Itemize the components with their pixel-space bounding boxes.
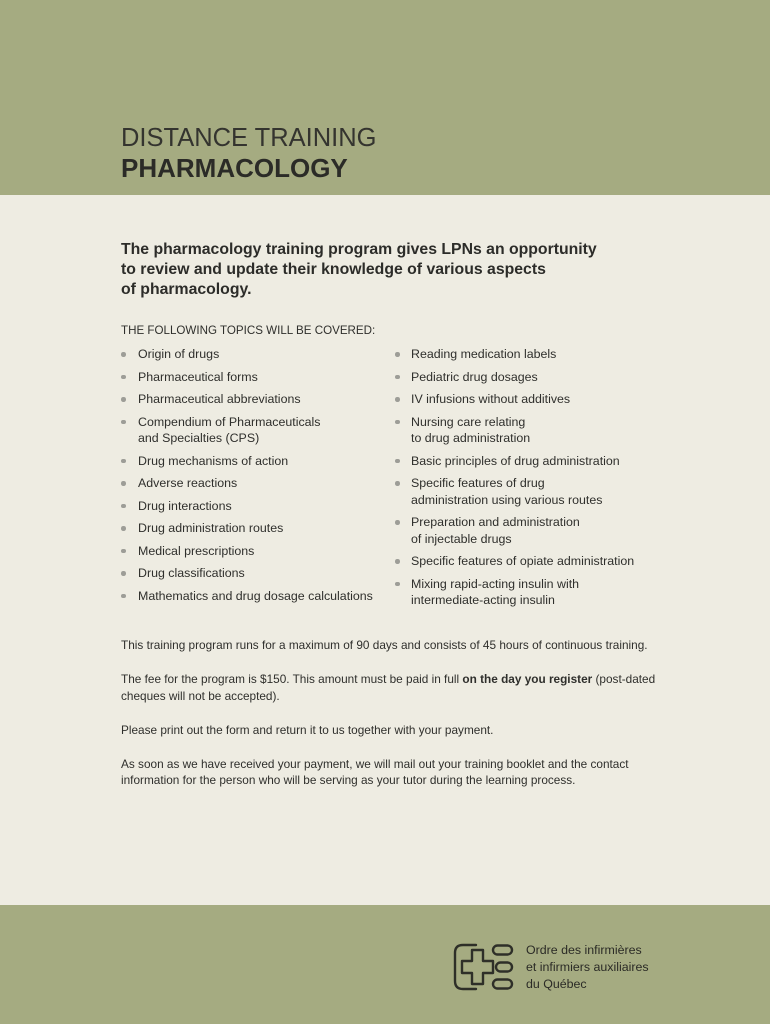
topic-item [121, 346, 391, 363]
topic-text: Pharmaceutical abbreviations [138, 392, 301, 406]
bullet-icon [121, 459, 126, 464]
fee-emphasis: on the day you register [462, 672, 593, 686]
topic-item [395, 475, 715, 508]
bullet-icon [395, 481, 400, 486]
topic-text: Drug mechanisms of action [138, 453, 289, 468]
topic-item [121, 498, 391, 515]
bullet-icon [121, 526, 126, 531]
topic-text: Adverse reactions [138, 476, 238, 490]
page-title-line2: PHARMACOLOGY [121, 153, 348, 183]
fee-text-after: (post-dated cheques will not be accepted). [121, 672, 656, 703]
topic-item [395, 453, 715, 470]
bullet-icon [121, 571, 126, 576]
duration-paragraph: This training program runs for a maximum of 90 days and consists of 45 hours of continuous training. [121, 638, 648, 652]
topic-text: IV infusions without additives [411, 392, 571, 406]
topic-item [121, 588, 391, 605]
bullet-icon [121, 549, 126, 554]
bullet-icon [121, 352, 126, 357]
topic-text: Specific features of drug administration using various routes [411, 476, 603, 507]
bullet-icon [121, 594, 126, 599]
topic-item [121, 475, 391, 492]
bullet-icon [121, 375, 126, 380]
topic-text: Medical prescriptions [138, 543, 255, 558]
intro-line: of pharmacology. [121, 281, 252, 298]
bullet-icon [395, 459, 400, 464]
intro-text [121, 240, 597, 300]
oiiaq-cross-logo-icon [452, 942, 516, 992]
organization-name-line: du Québec [526, 976, 587, 991]
topic-item [395, 346, 715, 363]
intro-line: to review and update their knowledge of various aspects [121, 261, 546, 278]
topic-text: Origin of drugs [138, 347, 220, 361]
mail-paragraph: As soon as we have received your payment, we will mail out your training booklet and the contact information for the person who will be serving as your tutor during the learning process. [121, 756, 629, 787]
topic-item [121, 453, 391, 470]
topic-item [395, 576, 715, 609]
topic-text: Mathematics and drug dosage calculations [138, 588, 373, 603]
topic-item [121, 369, 391, 386]
topic-item [121, 543, 391, 560]
topic-item [121, 391, 391, 408]
bullet-icon [395, 375, 400, 380]
page-title-line1: DISTANCE TRAINING [121, 124, 377, 152]
topic-item [395, 514, 715, 547]
bullet-icon [121, 481, 126, 486]
body-paragraphs [121, 637, 741, 806]
topics-list-right [395, 346, 715, 615]
topic-item [121, 414, 391, 447]
topic-text: Specific features of opiate administration [411, 554, 635, 568]
topic-text: Reading medication labels [411, 347, 557, 361]
topic-text: Preparation and administration of injectable drugs [411, 515, 580, 546]
bullet-icon [121, 397, 126, 402]
print-paragraph: Please print out the form and return it to us together with your payment. [121, 722, 494, 737]
topics-heading: THE FOLLOWING TOPICS WILL BE COVERED: [121, 324, 376, 337]
intro-line: The pharmacology training program gives LPNs an opportunity [121, 241, 597, 258]
topic-text: Mixing rapid-acting insulin with intermediate-acting insulin [411, 576, 580, 607]
organization-name-line: et infirmiers auxiliaires [526, 959, 649, 974]
topic-item [395, 414, 715, 447]
fee-text: The fee for the program is $150. This amount must be paid in full [121, 672, 463, 686]
topic-item [121, 565, 391, 582]
topic-text: Pharmaceutical forms [138, 369, 258, 384]
bullet-icon [395, 397, 400, 402]
header-band [0, 0, 770, 195]
topic-text: Nursing care relating to drug administration [411, 414, 531, 445]
topic-item [395, 553, 715, 570]
topic-item [395, 391, 715, 408]
bullet-icon [395, 559, 400, 564]
topic-text: Drug interactions [138, 498, 232, 513]
fee-paragraph [121, 671, 741, 704]
footer-band [0, 905, 770, 1024]
bullet-icon [121, 420, 126, 425]
organization-name-line: Ordre des infirmières [526, 942, 642, 957]
topic-text: Drug administration routes [138, 521, 284, 535]
topic-text: Drug classifications [138, 566, 245, 580]
bullet-icon [395, 582, 400, 587]
topic-text: Compendium of Pharmaceuticals and Specialties (CPS) [138, 414, 321, 445]
topic-text: Basic principles of drug administration [411, 453, 620, 468]
bullet-icon [395, 420, 400, 425]
bullet-icon [121, 504, 126, 509]
topic-text: Pediatric drug dosages [411, 369, 538, 384]
topic-item [395, 369, 715, 386]
topics-list-left [121, 346, 391, 610]
bullet-icon [395, 352, 400, 357]
organization-name [526, 942, 649, 993]
topic-item [121, 520, 391, 537]
bullet-icon [395, 520, 400, 525]
